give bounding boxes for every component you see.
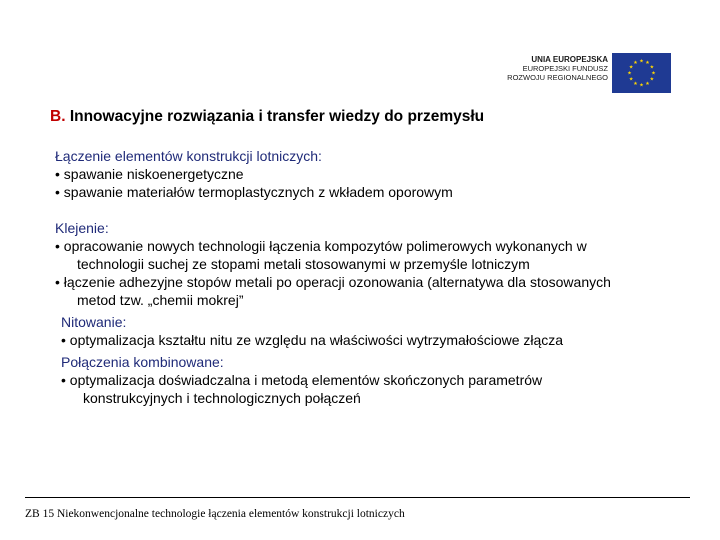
section-header: Nitowanie: — [61, 314, 127, 330]
eu-logo — [505, 53, 671, 95]
section-header: Łączenie elementów konstrukcji lotniczych: — [55, 148, 322, 164]
star-icon: ★ — [633, 80, 638, 87]
list-item: • łączenie adhezyjne stopów metali po operacji ozonowania (alternatywa dla stosowanych metod tzw. „chemii mokrej” — [55, 274, 611, 308]
eu-flag-icon — [612, 53, 671, 93]
section-riveting — [61, 313, 675, 349]
list-item: • optymalizacja doświadczalna i metodą elementów skończonych parametrów konstrukcyjnych i technologicznych połączeń — [61, 372, 543, 406]
list-item: • opracowanie nowych technologii łączenia kompozytów polimerowych wykonanych w technologii suchej ze stopami metali stosowanymi w przemyśle lotniczym — [55, 238, 587, 272]
eu-logo-line-1: UNIA EUROPEJSKA — [531, 55, 608, 64]
eu-logo-line-3: ROZWOJU REGIONALNEGO — [507, 73, 608, 82]
slide-title — [50, 108, 484, 126]
star-icon: ★ — [645, 80, 650, 87]
star-icon: ★ — [628, 76, 634, 83]
list-item: • spawanie materiałów termoplastycznych z wkładem oporowym — [55, 184, 453, 200]
list-item: • optymalizacja kształtu nitu ze względu na właściwości wytrzymałościowe złącza — [61, 332, 564, 348]
section-header: Klejenie: — [55, 220, 109, 236]
star-icon: ★ — [639, 58, 644, 65]
star-icon: ★ — [633, 60, 638, 67]
eu-logo-line-2: EUROPEJSKI FUNDUSZ — [522, 64, 608, 73]
section-header: Połączenia kombinowane: — [61, 354, 224, 370]
list-item: • spawanie niskoenergetyczne — [55, 166, 244, 182]
star-icon: ★ — [649, 76, 655, 83]
section-combined — [61, 353, 675, 407]
section-bonding — [55, 219, 675, 309]
title-letter: B. — [50, 108, 66, 125]
star-icon: ★ — [645, 60, 650, 67]
star-icon: ★ — [628, 64, 634, 71]
star-icon: ★ — [639, 82, 644, 89]
title-text: Innowacyjne rozwiązania i transfer wiedzy do przemysłu — [69, 108, 485, 125]
slide-content — [55, 147, 675, 407]
section-welding — [55, 147, 675, 201]
footer-divider — [25, 497, 690, 498]
star-icon: ★ — [649, 64, 655, 71]
eu-logo-text — [505, 55, 608, 82]
star-icon: ★ — [651, 70, 656, 77]
star-icon: ★ — [627, 70, 632, 77]
footer-text: ZB 15 Niekonwencjonalne technologie łączenia elementów konstrukcji lotniczych — [25, 508, 405, 520]
